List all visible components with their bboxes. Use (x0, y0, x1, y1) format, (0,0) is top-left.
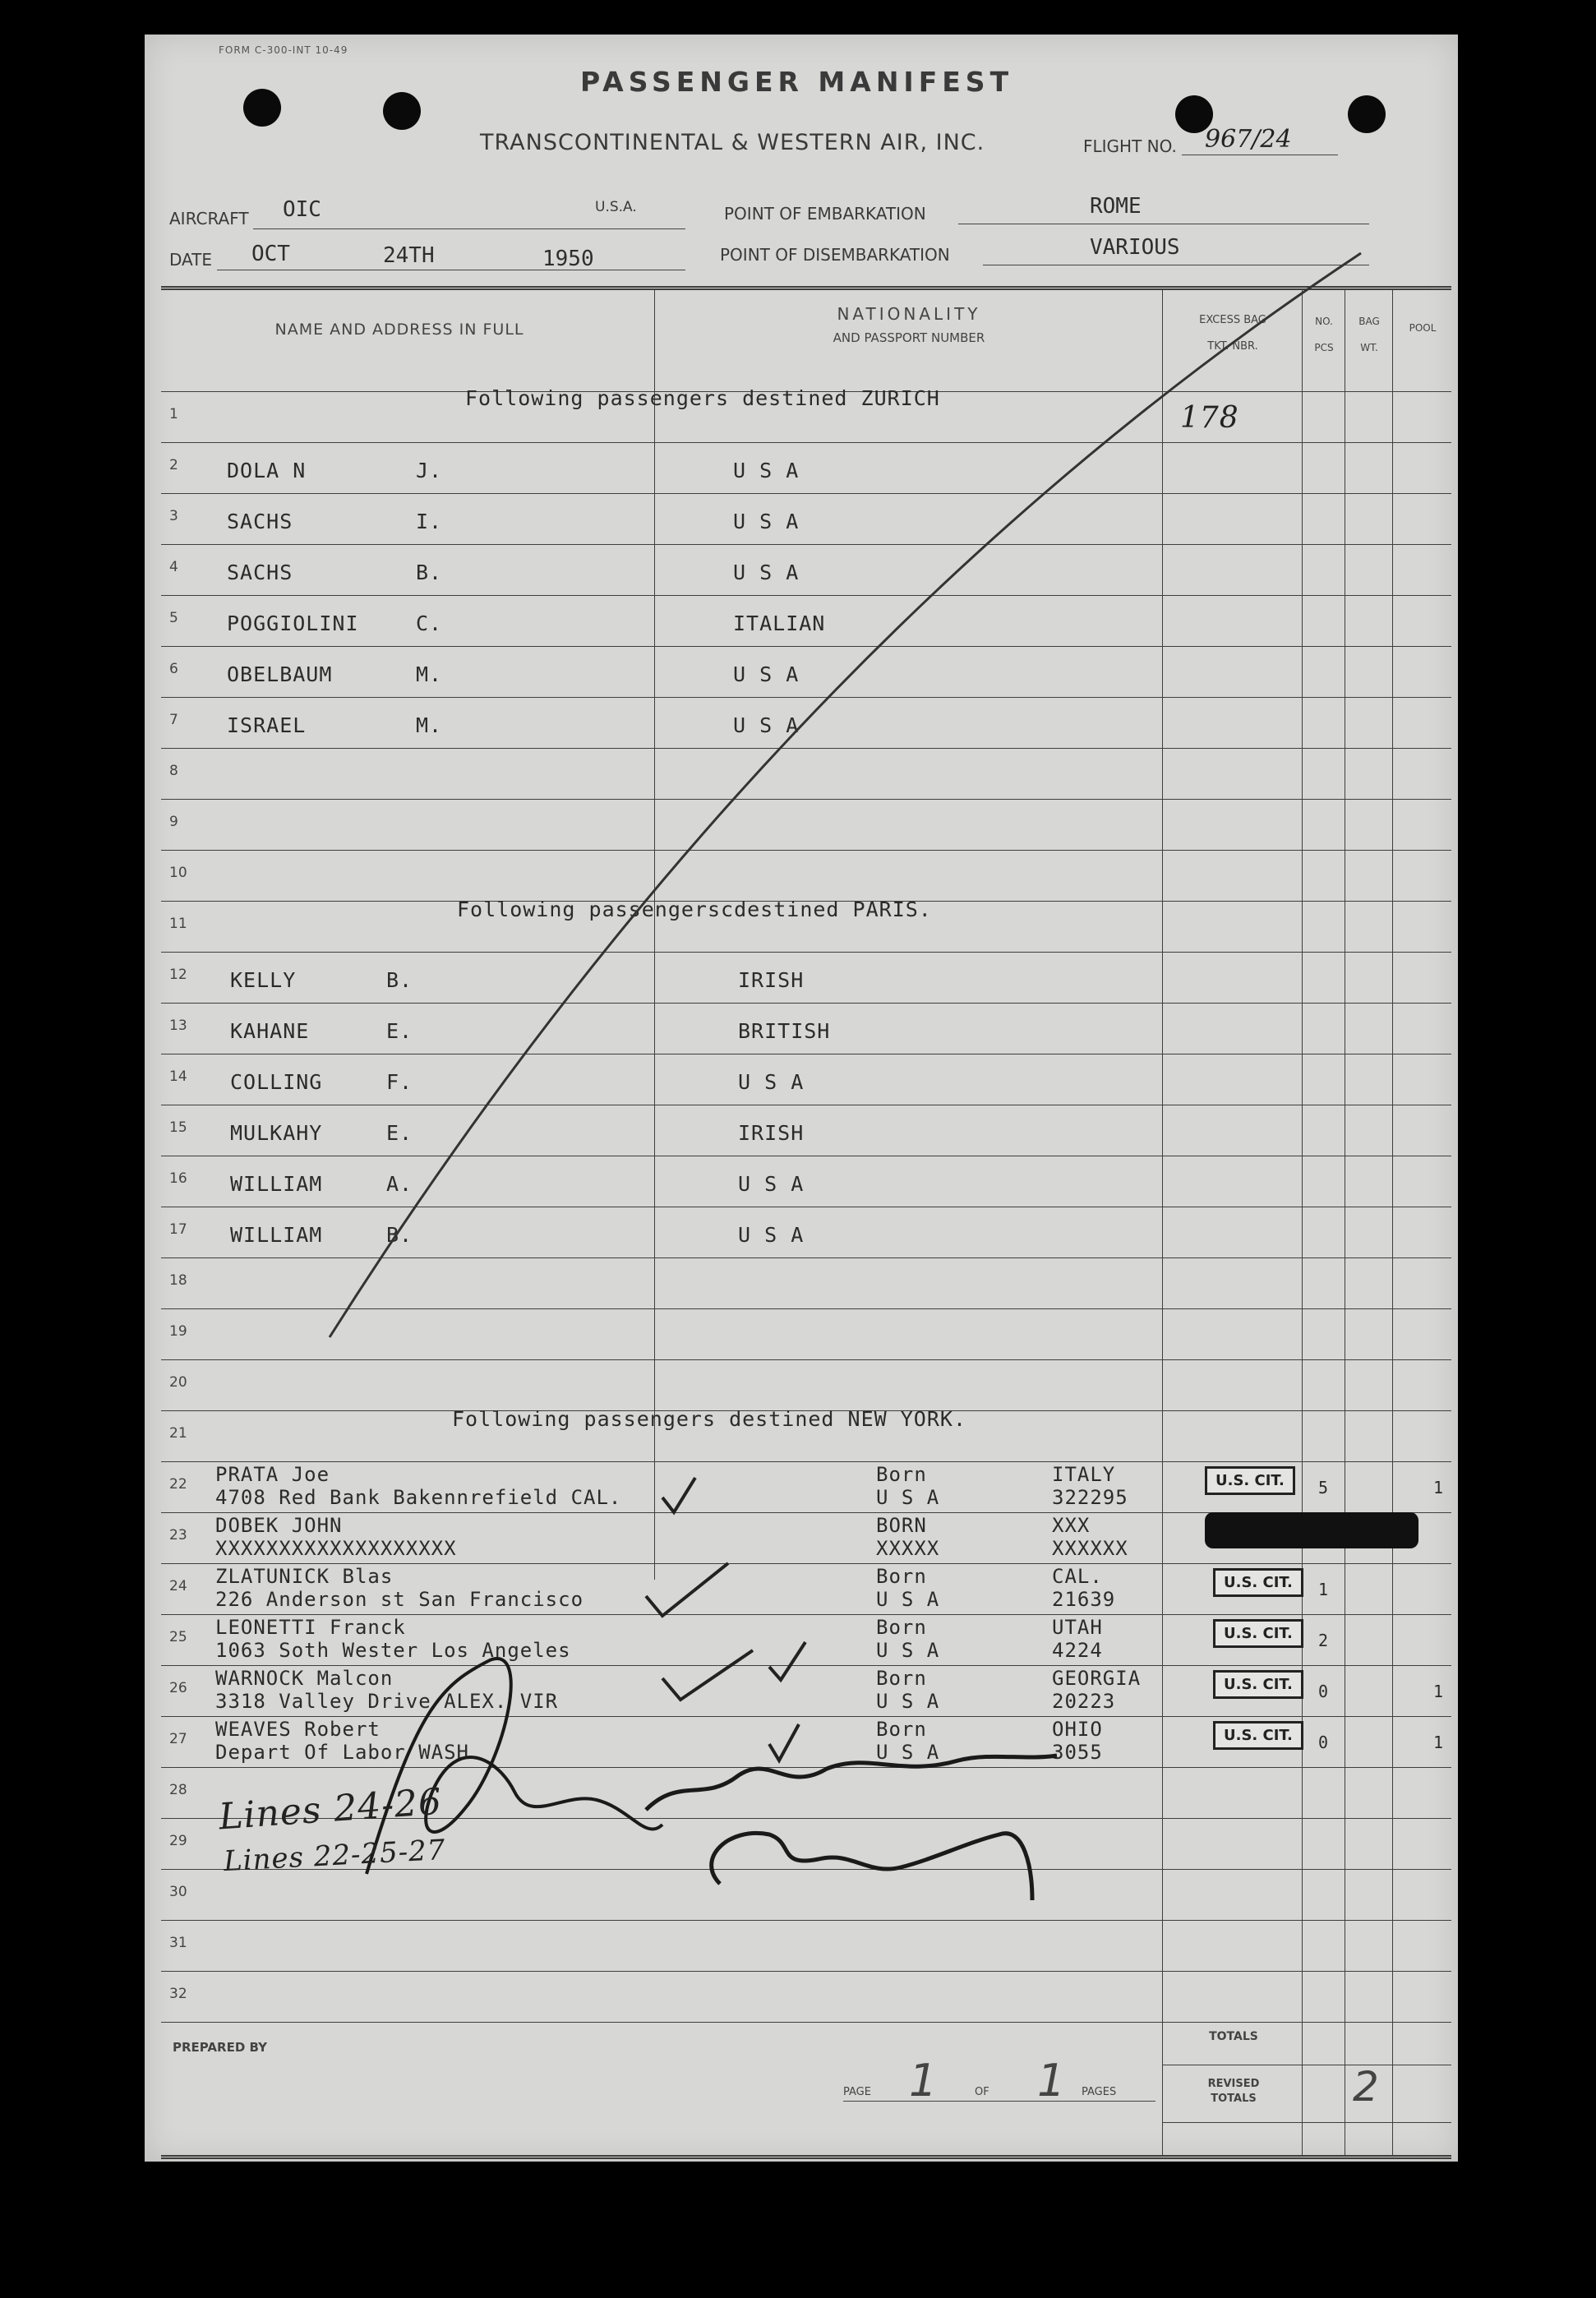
passenger-nationality: BRITISH (738, 1019, 831, 1043)
signature-1 (646, 1756, 1057, 1810)
section-new-york: Following passengers destined NEW YORK. (452, 1407, 966, 1431)
handwritten-note-2: Lines 22-25-27 (223, 1833, 447, 1879)
check-mark (662, 1478, 695, 1512)
row-number: 30 (169, 1884, 187, 1900)
col-pool-header: POOL (1409, 322, 1437, 334)
form-id: FORM C-300-INT 10-49 (219, 44, 348, 56)
passenger-nationality: U S A (738, 1223, 805, 1247)
check-mark (769, 1642, 805, 1680)
birth-label: Born (876, 1718, 927, 1741)
passenger-address: 4708 Red Bank Bakennrefield CAL. (215, 1486, 622, 1509)
date-day: 24TH (383, 243, 435, 268)
citizenship-stamp: U.S. CIT. (1205, 1466, 1295, 1495)
section-zurich: Following passengers destined ZURICH (465, 386, 940, 410)
passenger-surname: OBELBAUM (227, 662, 333, 686)
row-number: 19 (169, 1323, 187, 1340)
row-number: 25 (169, 1629, 187, 1645)
totals-label: TOTALS (1209, 2030, 1258, 2043)
birth-label: BORN (876, 1514, 927, 1537)
passenger-surname: SACHS (227, 561, 293, 584)
passenger-nationality: U S A (738, 1172, 805, 1196)
pool-mark: 1 (1433, 1733, 1445, 1752)
row-number: 21 (169, 1425, 187, 1442)
row-number: 22 (169, 1476, 187, 1493)
birth-place: CAL. (1052, 1565, 1103, 1588)
birth-place: OHIO (1052, 1718, 1103, 1741)
row-number: 7 (169, 712, 178, 728)
col-pcs-header-2: PCS (1314, 342, 1334, 353)
row-number: 8 (169, 763, 178, 779)
col-excess-header-1: EXCESS BAG (1199, 314, 1266, 326)
revised-totals-label-2: TOTALS (1211, 2093, 1257, 2105)
row-number: 2 (169, 457, 178, 473)
passenger-initial: E. (386, 1019, 413, 1043)
row-number: 3 (169, 508, 178, 524)
birth-label: Born (876, 1565, 927, 1588)
row-number: 20 (169, 1374, 187, 1391)
row-number: 26 (169, 1680, 187, 1696)
pieces-count: 0 (1318, 1733, 1330, 1752)
passenger-initial: E. (386, 1121, 413, 1145)
birth-label: Born (876, 1463, 927, 1486)
passenger-initial: C. (416, 611, 443, 635)
passenger-initial: F. (386, 1070, 413, 1094)
passenger-address: 3318 Valley Drive ALEX. VIR (215, 1690, 559, 1713)
col-nationality-header: NATIONALITY (837, 304, 981, 324)
passenger-surname: WILLIAM (230, 1172, 323, 1196)
date-label: DATE (169, 250, 213, 270)
passenger-initial: B. (386, 1223, 413, 1247)
passenger-surname: WILLIAM (230, 1223, 323, 1247)
birth-country: U S A (876, 1741, 940, 1764)
passenger-surname: COLLING (230, 1070, 323, 1094)
pieces-count: 1 (1318, 1580, 1330, 1599)
row-number: 31 (169, 1935, 187, 1951)
row-number: 16 (169, 1170, 187, 1187)
pool-mark: 1 (1433, 1682, 1445, 1701)
citizenship-stamp: U.S. CIT. (1213, 1721, 1303, 1750)
birth-country: U S A (876, 1690, 940, 1713)
pool-mark: 1 (1433, 1478, 1445, 1497)
birth-place: GEORGIA (1052, 1667, 1142, 1690)
passenger-nationality: U S A (733, 510, 800, 533)
pieces-count: 0 (1318, 1682, 1330, 1701)
birth-place: UTAH (1052, 1616, 1103, 1639)
row-number: 14 (169, 1068, 187, 1085)
birth-country: XXXXX (876, 1537, 940, 1560)
passenger-initial: B. (386, 968, 413, 992)
passenger-name: WEAVES Robert (215, 1718, 381, 1741)
total-pages: 1 (1037, 2055, 1066, 2106)
date-year: 1950 (542, 247, 594, 271)
manifest-sheet (145, 35, 1458, 2162)
birth-country: U S A (876, 1486, 940, 1509)
row-number: 4 (169, 559, 178, 575)
passenger-nationality: IRISH (738, 968, 805, 992)
passport-number: XXXXXX (1052, 1537, 1128, 1560)
pieces-count: 2 (1318, 1631, 1330, 1650)
passenger-initial: B. (416, 561, 443, 584)
passenger-address: 226 Anderson st San Francisco (215, 1588, 584, 1611)
row-number: 28 (169, 1782, 187, 1798)
row-number: 23 (169, 1527, 187, 1544)
passenger-initial: J. (416, 459, 443, 482)
passenger-address: 1063 Soth Wester Los Angeles (215, 1639, 571, 1662)
row-number: 32 (169, 1986, 187, 2002)
section-paris: Following passengerscdestined PARIS. (457, 898, 932, 921)
birth-place: XXX (1052, 1514, 1091, 1537)
passenger-surname: POGGIOLINI (227, 611, 359, 635)
row-number: 24 (169, 1578, 187, 1594)
row-number: 11 (169, 916, 187, 932)
revised-totals-value: 2 (1353, 2063, 1379, 2111)
pages-label: PAGES (1082, 2086, 1117, 2098)
passport-number: 20223 (1052, 1690, 1116, 1713)
signature-2 (712, 1833, 1032, 1900)
passenger-surname: KAHANE (230, 1019, 310, 1043)
passenger-name: PRATA Joe (215, 1463, 330, 1486)
aircraft-value: OIC (283, 197, 321, 222)
passenger-surname: MULKAHY (230, 1121, 323, 1145)
passenger-name: LEONETTI Franck (215, 1616, 406, 1639)
check-mark (662, 1650, 753, 1700)
passenger-nationality: U S A (738, 1070, 805, 1094)
col-wt-header-2: WT. (1360, 342, 1378, 353)
passenger-nationality: U S A (733, 662, 800, 686)
date-month: OCT (251, 242, 290, 266)
passenger-nationality: U S A (733, 561, 800, 584)
document-title: PASSENGER MANIFEST (580, 66, 1014, 98)
passenger-surname: ISRAEL (227, 713, 307, 737)
row-number: 15 (169, 1119, 187, 1136)
passport-number: 322295 (1052, 1486, 1128, 1509)
row-number: 5 (169, 610, 178, 626)
passenger-name: ZLATUNICK Blas (215, 1565, 394, 1588)
pieces-count: 5 (1318, 1478, 1330, 1497)
passenger-nationality: U S A (733, 459, 800, 482)
check-mark (769, 1724, 799, 1760)
citizenship-stamp: U.S. CIT. (1213, 1568, 1303, 1597)
prepared-by-label: PREPARED BY (173, 2040, 267, 2055)
page-number: 1 (909, 2055, 938, 2106)
revised-totals-label-1: REVISED (1207, 2078, 1260, 2090)
row-number: 12 (169, 967, 187, 983)
passenger-initial: M. (416, 662, 443, 686)
passenger-nationality: ITALIAN (733, 611, 826, 635)
passenger-initial: M. (416, 713, 443, 737)
passport-number: 21639 (1052, 1588, 1116, 1611)
passenger-nationality: IRISH (738, 1121, 805, 1145)
col-excess-header-2: TKT. NBR. (1207, 340, 1258, 353)
passenger-name: WARNOCK Malcon (215, 1667, 394, 1690)
passenger-initial: I. (416, 510, 443, 533)
row-number: 18 (169, 1272, 187, 1289)
col-passport-header: AND PASSPORT NUMBER (833, 330, 985, 345)
embarkation-label: POINT OF EMBARKATION (724, 204, 926, 224)
check-mark (646, 1563, 728, 1616)
excess-ticket-number: 178 (1180, 401, 1239, 435)
citizenship-stamp: U.S. CIT. (1213, 1619, 1303, 1648)
aircraft-label: AIRCRAFT (169, 209, 249, 228)
flight-label: FLIGHT NO. (1083, 136, 1177, 156)
col-name-header: NAME AND ADDRESS IN FULL (274, 321, 524, 339)
passenger-name: DOBEK JOHN (215, 1514, 343, 1537)
row-number: 1 (169, 406, 178, 422)
passenger-address: Depart Of Labor WASH (215, 1741, 469, 1764)
birth-country: U S A (876, 1588, 940, 1611)
row-number: 17 (169, 1221, 187, 1238)
row-number: 29 (169, 1833, 187, 1849)
passport-number: 3055 (1052, 1741, 1103, 1764)
of-label: OF (975, 2086, 989, 2098)
page-label: PAGE (843, 2086, 871, 2098)
passenger-surname: SACHS (227, 510, 293, 533)
embarkation-value: ROME (1090, 194, 1142, 219)
birth-country: U S A (876, 1639, 940, 1662)
col-wt-header-1: BAG (1358, 316, 1380, 327)
passenger-nationality: U S A (733, 713, 800, 737)
birth-place: ITALY (1052, 1463, 1116, 1486)
disembarkation-label: POINT OF DISEMBARKATION (720, 245, 950, 265)
row-number: 27 (169, 1731, 187, 1747)
citizenship-stamp: U.S. CIT. (1213, 1670, 1303, 1699)
flight-number: 967/24 (1205, 125, 1292, 154)
passenger-initial: A. (386, 1172, 413, 1196)
col-pcs-header-1: NO. (1315, 316, 1333, 327)
birth-label: Born (876, 1667, 927, 1690)
strike-through-line (330, 253, 1361, 1337)
row-number: 6 (169, 661, 178, 677)
passenger-surname: KELLY (230, 968, 297, 992)
row-number: 10 (169, 865, 187, 881)
disembarkation-value: VARIOUS (1090, 235, 1180, 260)
birth-label: Born (876, 1616, 927, 1639)
row-number: 9 (169, 814, 178, 830)
airline-name: TRANSCONTINENTAL & WESTERN AIR, INC. (480, 130, 985, 155)
row-number: 13 (169, 1017, 187, 1034)
passenger-address: XXXXXXXXXXXXXXXXXXX (215, 1537, 457, 1560)
handwritten-note-1: Lines 24-26 (217, 1780, 444, 1839)
aircraft-country: U.S.A. (595, 199, 637, 215)
passenger-surname: DOLA N (227, 459, 307, 482)
passport-number: 4224 (1052, 1639, 1103, 1662)
